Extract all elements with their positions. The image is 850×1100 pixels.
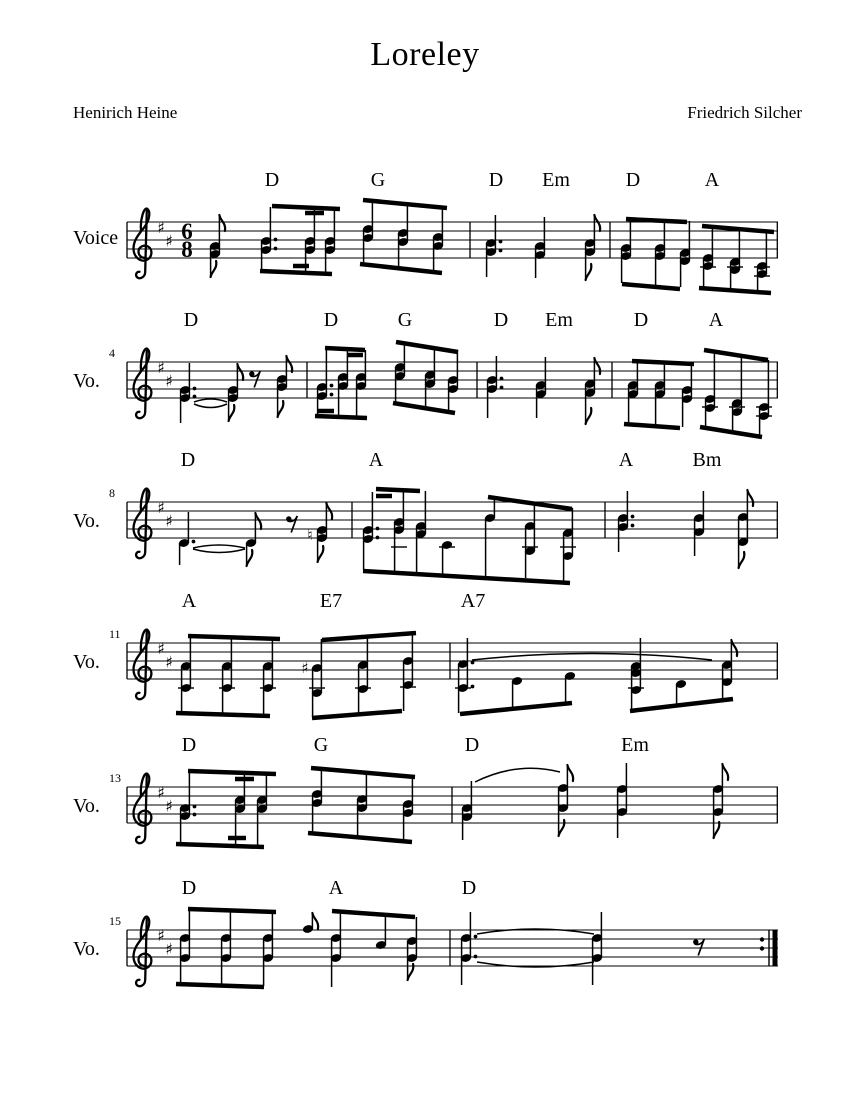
time-signature-denominator: 8 xyxy=(181,237,193,262)
treble-clef-icon xyxy=(134,917,152,987)
chord-symbol: D xyxy=(183,309,199,331)
key-signature-sharp: ♯ xyxy=(165,371,173,391)
accidental: ♮ xyxy=(307,526,313,544)
measure-number: 13 xyxy=(109,771,121,785)
key-signature-sharp: ♯ xyxy=(165,652,173,672)
chord-symbol: A7 xyxy=(460,590,486,612)
chord-symbol: Em xyxy=(545,309,573,331)
chord-symbol: G xyxy=(370,169,386,191)
accidental: ♯ xyxy=(301,659,309,677)
eighth-rest xyxy=(286,516,297,533)
key-signature-sharp: ♯ xyxy=(157,783,165,802)
chord-symbol: D xyxy=(181,734,197,756)
chord-symbol: A xyxy=(181,590,197,612)
staff-label: Vo. xyxy=(73,370,100,392)
staff-label: Vo. xyxy=(73,651,100,673)
key-signature-sharp: ♯ xyxy=(157,926,165,945)
key-signature-sharp: ♯ xyxy=(165,939,173,959)
time-signature-numerator: 6 xyxy=(181,219,193,244)
chord-symbol: D xyxy=(493,309,509,331)
key-signature-sharp: ♯ xyxy=(165,511,173,531)
system-6 xyxy=(73,877,778,987)
piece-title: Loreley xyxy=(370,36,480,73)
tie xyxy=(194,399,227,402)
chord-symbol: Em xyxy=(542,169,570,191)
end-repeat-barline xyxy=(760,930,778,966)
system-1 xyxy=(73,169,778,293)
chord-symbol: D xyxy=(461,877,477,899)
staff-label: Vo. xyxy=(73,938,100,960)
chord-symbol: D xyxy=(180,449,196,471)
key-signature-sharp: ♯ xyxy=(157,218,165,237)
key-signature-sharp: ♯ xyxy=(165,231,173,251)
treble-clef-icon xyxy=(134,489,152,559)
measure-number: 15 xyxy=(109,914,121,928)
chord-symbol: A xyxy=(618,449,634,471)
tie xyxy=(472,654,712,661)
lyricist-name: Henirich Heine xyxy=(73,103,178,122)
key-signature-sharp: ♯ xyxy=(165,796,173,816)
system-3 xyxy=(73,449,778,583)
chord-symbol: A xyxy=(708,309,724,331)
chord-symbol: D xyxy=(181,877,197,899)
eighth-rest xyxy=(693,939,704,956)
tie xyxy=(475,768,560,782)
chord-symbol: D xyxy=(488,169,504,191)
measure-number: 8 xyxy=(109,486,115,500)
system-4 xyxy=(73,590,778,718)
chord-symbol: Bm xyxy=(692,449,722,471)
eighth-rest xyxy=(249,371,260,388)
tie xyxy=(193,545,245,548)
staff-label: Vo. xyxy=(73,510,100,532)
staff-label: Voice xyxy=(73,227,119,249)
key-signature-sharp: ♯ xyxy=(157,498,165,517)
key-signature-sharp: ♯ xyxy=(157,639,165,658)
composer-name: Friedrich Silcher xyxy=(687,103,802,122)
staff-label: Vo. xyxy=(73,795,100,817)
tie xyxy=(193,549,245,553)
treble-clef-icon xyxy=(134,349,152,419)
chord-symbol: Em xyxy=(621,734,649,756)
measure-number: 11 xyxy=(109,627,121,641)
system-2 xyxy=(73,309,778,437)
treble-clef-icon xyxy=(134,209,152,279)
system-5 xyxy=(73,734,778,847)
key-signature-sharp: ♯ xyxy=(157,358,165,377)
measure-number: 4 xyxy=(109,346,115,360)
chord-symbol: E7 xyxy=(319,590,343,612)
chord-symbol: D xyxy=(633,309,649,331)
tie xyxy=(194,404,227,408)
chord-symbol: G xyxy=(313,734,329,756)
chord-symbol: A xyxy=(368,449,384,471)
treble-clef-icon xyxy=(134,774,152,844)
chord-symbol: D xyxy=(464,734,480,756)
chord-symbol: G xyxy=(397,309,413,331)
chord-symbol: D xyxy=(625,169,641,191)
chord-symbol: D xyxy=(323,309,339,331)
chord-symbol: A xyxy=(328,877,344,899)
treble-clef-icon xyxy=(134,630,152,700)
chord-symbol: D xyxy=(264,169,280,191)
chord-symbol: A xyxy=(704,169,720,191)
